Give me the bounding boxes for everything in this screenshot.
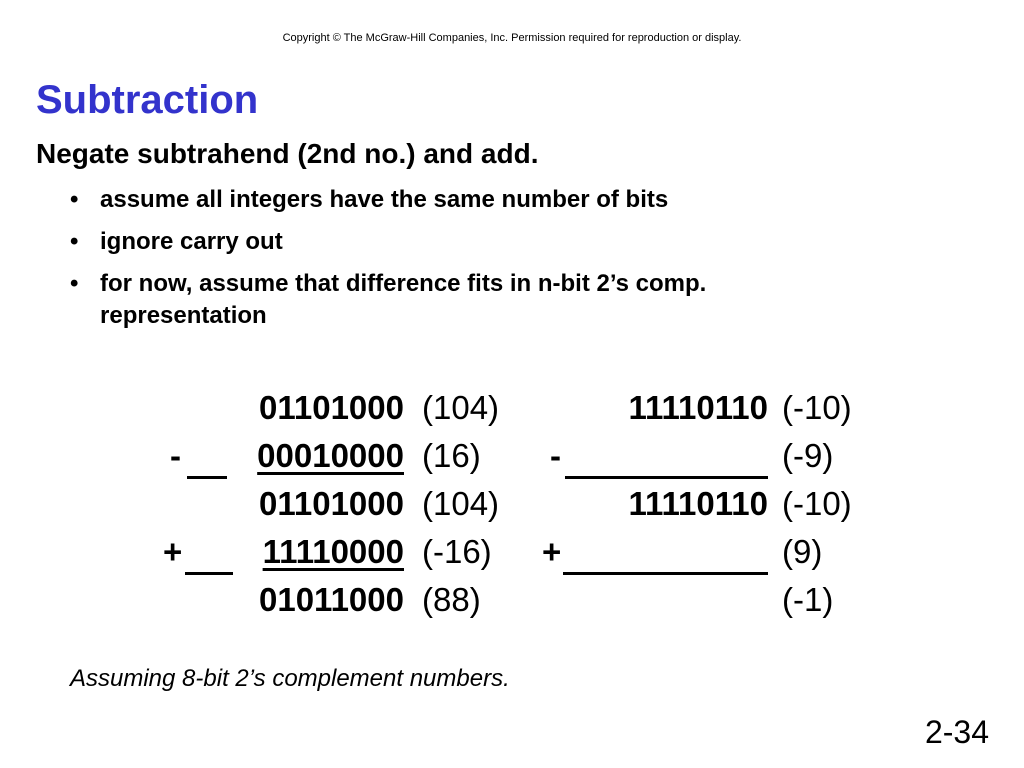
- right-plus-sign: +: [542, 533, 562, 570]
- bullet-marker: •: [70, 270, 79, 297]
- left-augend-binary: 01101000: [258, 485, 404, 522]
- right-result-decimal: (-1): [782, 581, 834, 618]
- right-minus-sign: -: [550, 437, 561, 474]
- left-minuend-binary: 01101000: [258, 389, 404, 426]
- left-subtrahend-binary: 00010000: [257, 437, 404, 474]
- right-blank-line-2: [563, 572, 768, 575]
- right-augend-decimal: (-10): [782, 485, 852, 522]
- bullet-item: [70, 268, 870, 332]
- slide-number: 2-34: [924, 714, 989, 750]
- left-minuend-decimal: (104): [422, 389, 500, 426]
- right-addend-decimal: (9): [782, 533, 823, 570]
- left-result-decimal: (88): [422, 581, 481, 618]
- bullet-text: for now, assume that difference fits in n-bit 2’s comp. representation: [100, 270, 707, 329]
- left-underline-2: [185, 572, 233, 575]
- left-plus-sign: +: [163, 533, 183, 570]
- bullet-list: [70, 184, 870, 342]
- slide-title: Subtraction: [36, 78, 259, 122]
- left-underline-1: [187, 476, 227, 479]
- left-addend-decimal: (-16): [422, 533, 492, 570]
- bullet-marker: •: [70, 228, 79, 255]
- footnote: Assuming 8-bit 2’s complement numbers.: [70, 665, 510, 692]
- left-augend-decimal: (104): [422, 485, 500, 522]
- right-minuend-binary: 11110110: [628, 389, 768, 426]
- right-subtrahend-decimal: (-9): [782, 437, 834, 474]
- left-result-binary: 01011000: [258, 581, 404, 618]
- right-augend-binary: 11110110: [628, 485, 768, 522]
- left-minus-sign: -: [170, 437, 181, 474]
- left-subtrahend-decimal: (16): [422, 437, 481, 474]
- slide-subtitle: Negate subtrahend (2nd no.) and add.: [36, 138, 539, 169]
- copyright-notice: Copyright © The McGraw-Hill Companies, Inc. Permission required for reproduction or display.: [282, 32, 742, 44]
- bullet-item: [70, 226, 870, 258]
- bullet-marker: •: [70, 186, 79, 213]
- bullet-item: [70, 184, 870, 216]
- right-minuend-decimal: (-10): [782, 389, 852, 426]
- left-addend-binary: 11110000: [262, 533, 404, 570]
- right-blank-line-1: [565, 476, 768, 479]
- bullet-text: assume all integers have the same number of bits: [100, 186, 669, 213]
- bullet-text: ignore carry out: [100, 228, 283, 255]
